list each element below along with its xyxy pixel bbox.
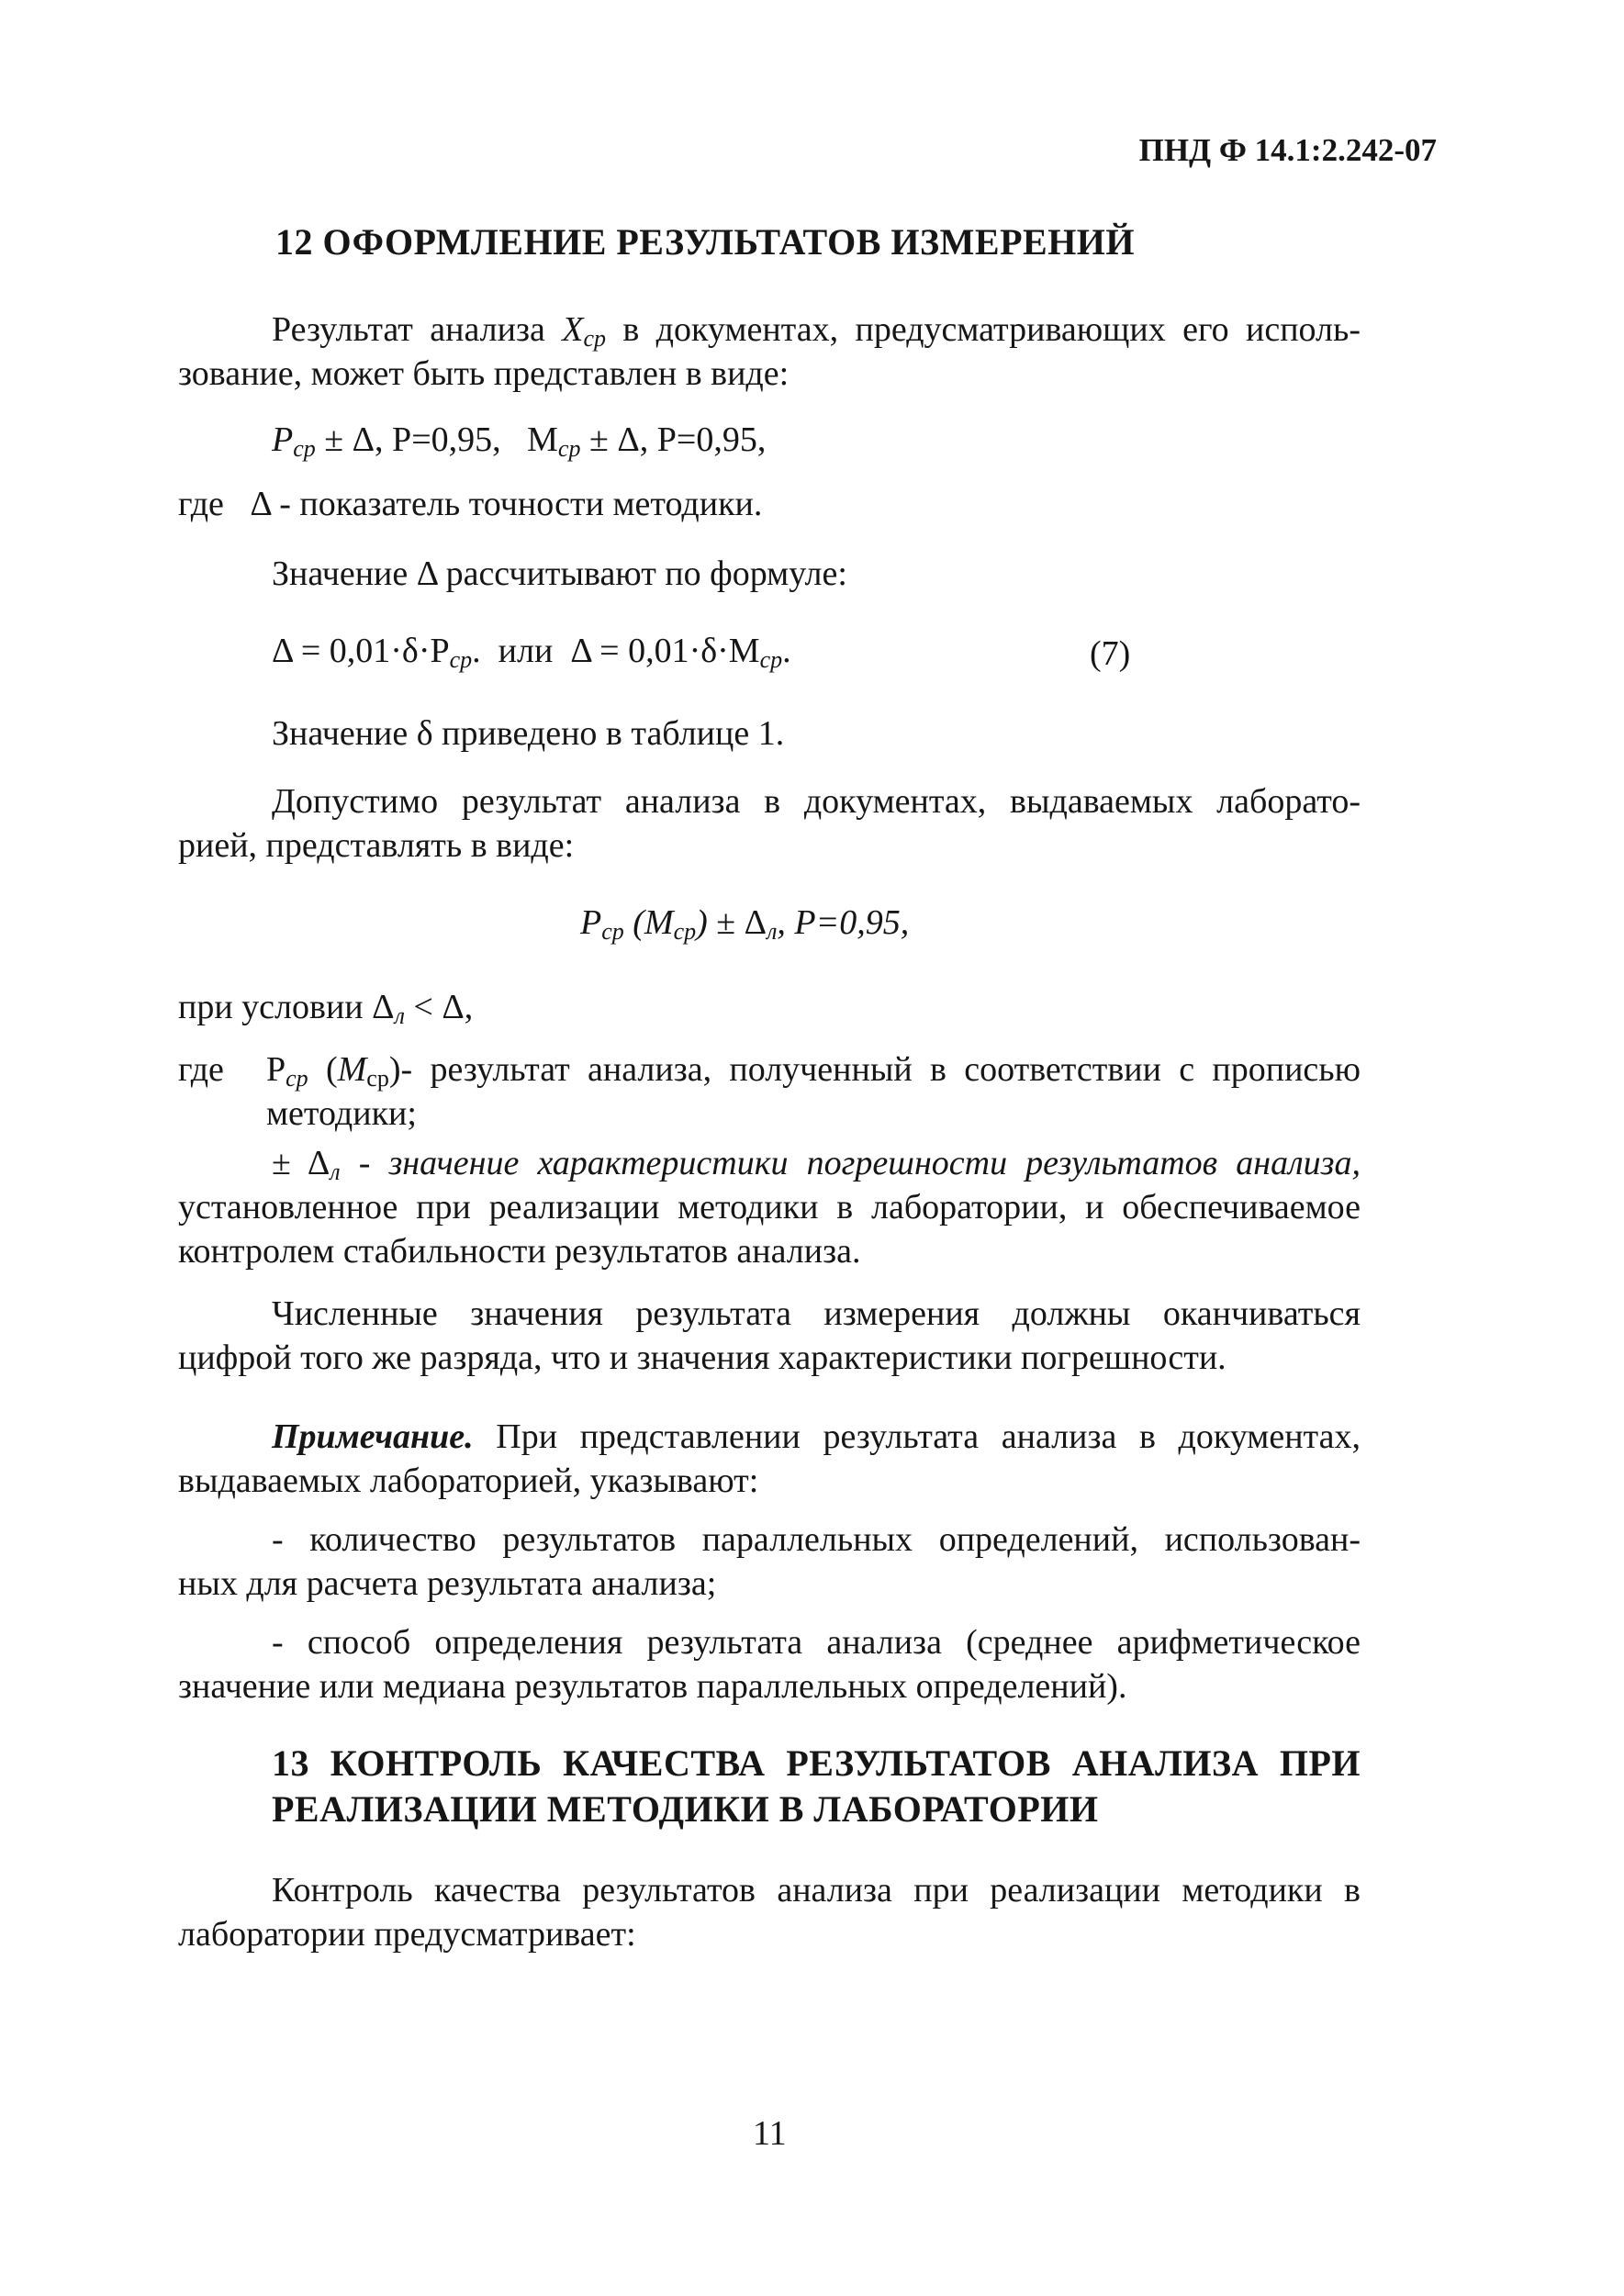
text: ± Δ, Р=0,95,	[315, 420, 501, 459]
note-line1	[272, 1416, 1361, 1458]
subscript: ср	[449, 646, 473, 673]
note-item2-line1: - способ определения результата анализа (среднее арифметическое	[272, 1623, 1361, 1662]
text: (	[308, 1050, 338, 1089]
note-item1-line1: - количество результатов параллельных определений, использован-	[272, 1520, 1361, 1559]
pm-delta-line1	[272, 1142, 1361, 1184]
subscript: ср	[601, 918, 624, 945]
paragraph-allowed-line2: рией, представлять в виде:	[178, 826, 575, 865]
pm-delta-line3: контролем стабильности результатов анализа.	[178, 1232, 861, 1271]
text: При представлении результата анализа в документах,	[473, 1417, 1361, 1456]
text: )	[696, 903, 708, 942]
note-item1-line2: ных для расчета результата анализа;	[178, 1564, 717, 1603]
section-13-paragraph-line2: лаборатории предусматривает:	[178, 1915, 636, 1954]
where-word-2: где	[178, 1050, 224, 1089]
subscript: ср	[583, 325, 606, 352]
m-variable: M	[527, 420, 558, 459]
numeric-values-line2: цифрой того же разряда, что и значения характеристики погрешности.	[178, 1338, 1226, 1377]
text: , Р=0,95,	[777, 903, 910, 942]
where-delta-definition	[178, 483, 762, 525]
page-number: 11	[753, 2114, 787, 2153]
text: .	[472, 632, 481, 670]
section-13-title-line2: РЕАЛИЗАЦИИ МЕТОДИКИ В ЛАБОРАТОРИИ	[272, 1788, 1099, 1830]
m-variable: М	[337, 1050, 367, 1089]
text: в документах, предусматривающих его исполь-	[606, 310, 1361, 349]
text: при условии Δ	[178, 988, 395, 1026]
subscript: ср	[286, 1065, 308, 1092]
section-13-paragraph-line1: Контроль качества результатов анализа при реализации методики в	[272, 1871, 1361, 1910]
note-line2: выдаваемых лабораторией, указывают:	[178, 1462, 759, 1500]
condition-line	[178, 986, 473, 1028]
section-12-title: 12 ОФОРМЛЕНИЕ РЕЗУЛЬТАТОВ ИЗМЕРЕНИЙ	[275, 221, 1136, 263]
subscript: ср	[293, 435, 316, 462]
text: ± Δ, Р=0,95,	[580, 420, 767, 459]
text: X	[562, 310, 584, 349]
document-code-header: ПНД Ф 14.1:2.242-07	[1138, 132, 1437, 168]
note-item2-line2: значение или медиана результатов параллельных определений).	[178, 1667, 1127, 1706]
text: Δ - показатель точности методики.	[250, 485, 763, 523]
x-variable	[562, 310, 606, 352]
text: Результат анализа	[272, 310, 563, 349]
numeric-values-line1: Численные значения результата измерения должны оканчиваться	[272, 1294, 1361, 1333]
text: )- результат анализа, полученный в соответствии с прописью	[388, 1050, 1361, 1089]
m-variable: M	[644, 903, 674, 942]
text: - значение характеристики погрешности результатов анализа,	[340, 1144, 1361, 1182]
text: < Δ,	[404, 988, 474, 1026]
text: Δ = 0,01·δ·Р	[272, 632, 450, 670]
text: Р	[266, 1050, 286, 1089]
subscript: л	[767, 918, 778, 945]
where-result-line1	[266, 1048, 1361, 1091]
paragraph-result-line2: зование, может быть представлен в виде:	[178, 354, 790, 393]
where-result-line2: методики;	[266, 1094, 417, 1133]
formula-lab-result	[580, 902, 909, 944]
text: (	[623, 903, 644, 942]
text: Δ = 0,01·δ·М	[570, 632, 760, 670]
paragraph-allowed-line1: Допустимо результат анализа в документах, выдаваемых лаборато-	[272, 782, 1361, 821]
formula-result-forms	[272, 419, 766, 461]
section-13-title-line1: 13 КОНТРОЛЬ КАЧЕСТВА РЕЗУЛЬТАТОВ АНАЛИЗА ПРИ	[272, 1742, 1361, 1784]
delta-table-reference: Значение δ приведено в таблице 1.	[272, 714, 785, 753]
subscript: л	[394, 1002, 405, 1029]
text: ± Δ	[272, 1144, 330, 1182]
subscript: л	[330, 1159, 341, 1185]
subscript: ср	[366, 1065, 389, 1092]
delta-calc-intro: Значение Δ рассчитывают по формуле:	[272, 554, 847, 593]
paragraph-result-line1	[272, 308, 1361, 351]
or-word: или	[498, 632, 554, 670]
subscript: ср	[673, 918, 697, 945]
equation-number: (7)	[1090, 634, 1131, 673]
formula-delta	[272, 630, 791, 672]
note-label: Примечание.	[272, 1417, 474, 1456]
subscript: ср	[759, 646, 783, 673]
where-word: где	[178, 485, 224, 523]
subscript: ср	[557, 435, 581, 462]
p-variable: P	[272, 420, 294, 459]
pm-delta-line2: установленное при реализации методики в лаборатории, и обеспечиваемое	[178, 1188, 1361, 1226]
text: .	[782, 632, 791, 670]
text: ± Δ	[707, 903, 767, 942]
p-variable: P	[580, 903, 602, 942]
